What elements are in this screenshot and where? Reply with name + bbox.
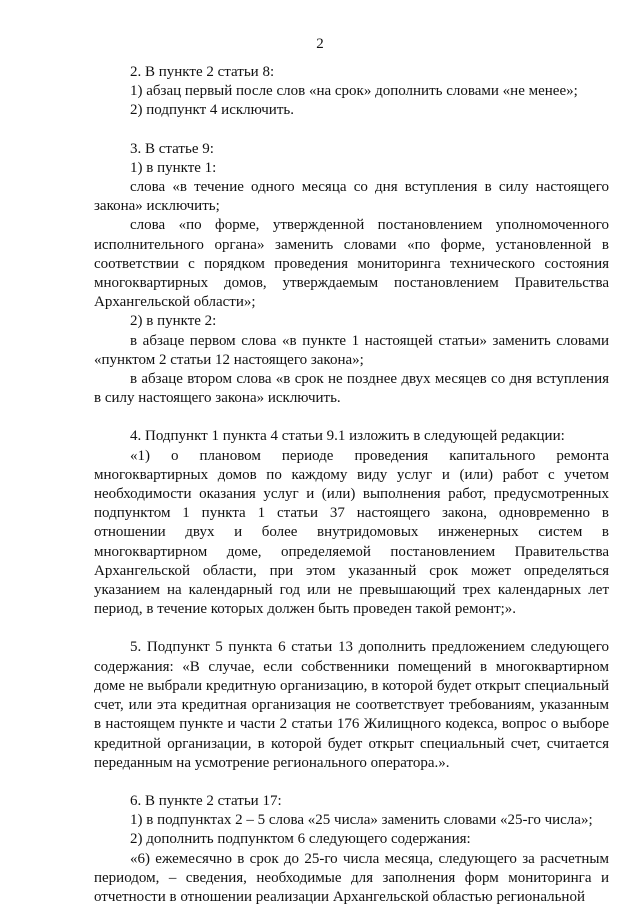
paragraph: 5. Подпункт 5 пункта 6 статьи 13 дополнить предложением следующего содержания: «В случае, если собственники помещений в многоквартирном доме не выбрали кредитную организацию, в которой будет открыт специальный счет, или эта кредитная организация не соответствует требованиям, указанным в настоящем пункте и части 2 статьи 176 Жилищного кодекса, вопрос о выборе кредитной организации, в которой будет открыт специальный счет, считается переданным на усмотрение регионального оператора.».	[94, 639, 609, 771]
section-item-6	[94, 792, 609, 907]
paragraph: слова «в течение одного месяца со дня вступления в силу настоящего закона» исключить;	[94, 179, 609, 215]
paragraph: 2. В пункте 2 статьи 8:	[130, 64, 275, 80]
page-number: 2	[316, 36, 324, 52]
paragraph: 1) в подпунктах 2 – 5 слова «25 числа» заменить словами «25-го числа»;	[130, 812, 593, 829]
section-gap	[94, 619, 609, 638]
paragraph: 2) в пункте 2:	[130, 313, 217, 330]
document-body	[94, 63, 609, 907]
paragraph: 6. В пункте 2 статьи 17:	[130, 792, 282, 809]
section-gap	[94, 773, 609, 792]
section-item-4	[94, 427, 609, 619]
paragraph: слова «по форме, утвержденной постановлением уполномоченного исполнительного органа» заменить словами «по форме, установленной в соответствии с порядком проведения мониторинга технического состояния многоквартирных домов, утверждаемым постановлением Правительства Архангельской области»;	[94, 217, 609, 311]
paragraph: 3. В статье 9:	[130, 140, 214, 157]
paragraph: 2) подпункт 4 исключить.	[130, 102, 294, 119]
paragraph: 1) в пункте 1:	[130, 159, 217, 176]
section-item-2	[94, 63, 609, 121]
section-gap	[94, 121, 609, 140]
paragraph: 2) дополнить подпунктом 6 следующего содержания:	[130, 831, 471, 848]
paragraph: 1) абзац первый после слов «на срок» дополнить словами «не менее»;	[130, 83, 578, 100]
paragraph: в абзаце втором слова «в срок не позднее двух месяцев со дня вступления в силу настоящего закона» исключить.	[94, 371, 609, 407]
section-item-3	[94, 140, 609, 409]
paragraph: «6) ежемесячно в срок до 25-го числа месяца, следующего за расчетным периодом, – сведения, необходимые для заполнения форм мониторинга и отчетности в отношении реализации Архангельской областью региональной	[94, 850, 609, 905]
paragraph: «1) о плановом периоде проведения капитального ремонта многоквартирных домов по каждому виду услуг и (или) работ с учетом необходимости оказания услуг и (или) выполнения работ, предусмотренных подпунктом 1 пункта 1 статьи 37 настоящего закона, одновременно в отношении двух и более внутридомовых инженерных систем в многоквартирном доме, определяемой постановлением Правительства Архангельской области, при этом указанный срок может определяться указанием на календарный год или не превышающий трех календарных лет период, в течение которых должен быть проведен такой ремонт;».	[94, 447, 609, 618]
paragraph: 4. Подпункт 1 пункта 4 статьи 9.1 изложить в следующей редакции:	[130, 428, 565, 445]
section-gap	[94, 408, 609, 427]
paragraph: в абзаце первом слова «в пункте 1 настоящей статьи» заменить словами «пунктом 2 статьи 12 настоящего закона»;	[94, 332, 609, 368]
section-item-5	[94, 638, 609, 772]
